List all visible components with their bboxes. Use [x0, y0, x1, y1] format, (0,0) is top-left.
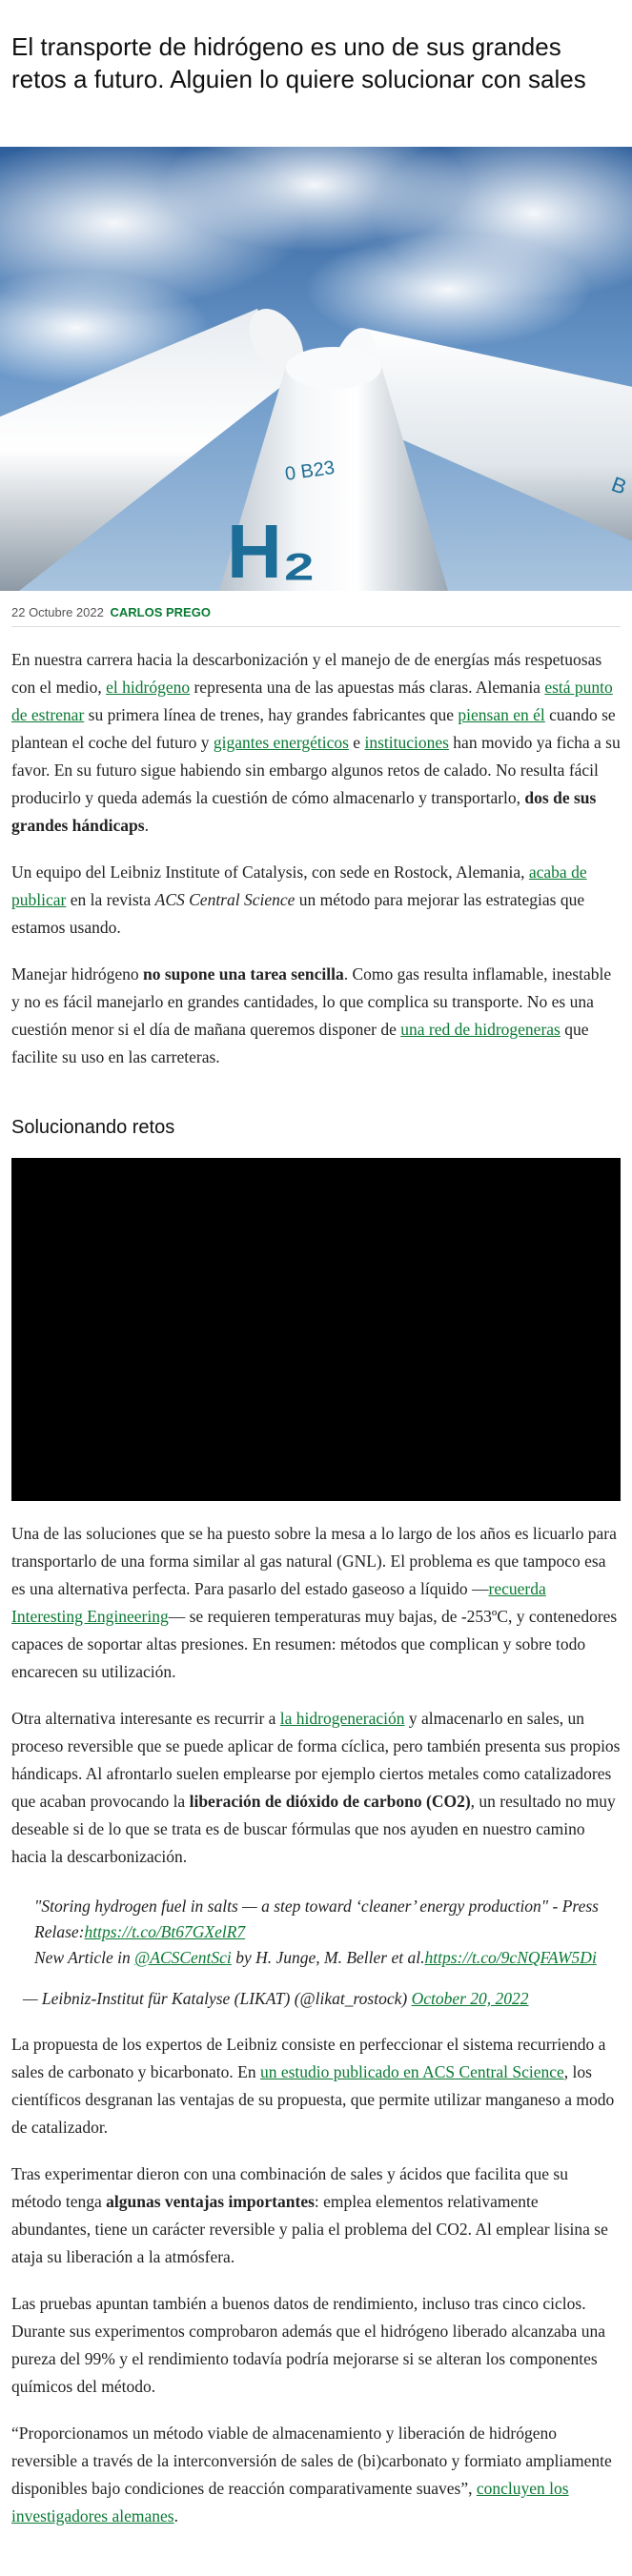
hydrogen-tanks-illustration — [0, 147, 632, 591]
link-estudio[interactable]: un estudio publicado en ACS Central Science — [259, 2062, 564, 2081]
tweet-date-link[interactable]: October 20, 2022 — [411, 1989, 529, 2008]
paragraph-8: Las pruebas apuntan también a buenos datos de rendimiento, incluso tras cinco ciclos. Durante sus experimentos comprobaron además que el hidrógeno liberado alcanzaba una pureza del 99% y el rendimiento todavía podría mejorarse si se alteran los componentes químicos del método. — [11, 2294, 605, 2396]
link-hidrogeneracion[interactable]: la hidrogeneración — [279, 1709, 405, 1728]
article-meta — [11, 591, 621, 627]
link-publicar[interactable]: acaba de publicar — [11, 862, 587, 909]
paragraph-7: Tras experimentar dieron con una combinación de sales y ácidos que facilita que su método tenga algunas ventajas importantes: emplea elementos relativamente abundantes, tiene un carácter reversible y palia el problema del CO2. Al emplear lisina se ataja su liberación a la atmósfera. — [11, 2164, 608, 2266]
tweet-signature: — Leibniz-Institut für Katalyse (LIKAT) (@likat_rostock) October 20, 2022 — [23, 1989, 529, 2008]
header-spacer — [11, 95, 621, 147]
hero-h2-label: H₂ — [227, 509, 316, 591]
hero-image — [0, 147, 632, 591]
tweet-link-acs[interactable]: @ACSCentSci — [134, 1948, 232, 1967]
paragraph-6: La propuesta de los expertos de Leibniz consiste en perfeccionar el sistema recurriendo a sales de carbonato y bicarbonato. En un estudio publicado en ACS Central Science, los científicos desgranan las ventajas de su propuesta, que permite utilizar manganeso a modo de catalizador. — [11, 2035, 615, 2137]
link-gigantes[interactable]: gigantes energéticos — [213, 733, 349, 752]
paragraph-4: Una de las soluciones que se ha puesto sobre la mesa a lo largo de los años es licuarlo para transportarlo de una forma similar al gas natural (GNL). El problema es que tampoco esa es una alternativa perfecta. Para pasarlo del estado gaseoso a líquido —recuerda Interesting Engineering— se requieren temperaturas muy bajas, de -253ºC, y contenedores capaces de soportar altas presiones. En resumen: métodos que complican y sobre todo encarecen su utilización. — [11, 1524, 618, 1681]
tweet-link-1[interactable]: https://t.co/Bt67GXelR7 — [84, 1922, 246, 1941]
article-header — [0, 0, 632, 147]
tweet-text: "Storing hydrogen fuel in salts — a step toward ‘cleaner’ energy production" - Press Relase:https://t.co/Bt67GXelR7 New Article in @ACSCentSci by H. Junge, M. Beller et al.https://t.co/9cNQFAW5Di — [34, 1897, 599, 1967]
article-date: 22 Octubre 2022 — [11, 605, 104, 619]
link-investigadores[interactable]: concluyen los investigadores alemanes — [11, 2479, 569, 2525]
embedded-tweet — [11, 1894, 621, 2012]
link-interesting-engineering[interactable]: recuerda Interesting Engineering — [11, 1579, 546, 1626]
tweet-link-2[interactable]: https://t.co/9cNQFAW5Di — [424, 1948, 597, 1967]
section-title: Solucionando retos — [11, 1117, 175, 1138]
paragraph-3: Manejar hidrógeno no supone una tarea sencilla. Como gas resulta inflamable, inestable y no es fácil manejarlo en grandes cantidades, lo que complica su transporte. No es una cuestión menor si el día de mañana queremos disponer de una red de hidrogeneras que facilite su uso en las carreteras. — [11, 964, 612, 1066]
article-title: El transporte de hidrógeno es uno de sus grandes retos a futuro. Alguien lo quiere solucionar con sales — [11, 32, 586, 93]
paragraph-2: Un equipo del Leibniz Institute of Catalysis, con sede en Rostock, Alemania, acaba de publicar en la revista ACS Central Science un método para mejorar las estrategias que estamos usando. — [11, 862, 587, 937]
link-hidrogeneras[interactable]: una red de hidrogeneras — [400, 1020, 561, 1039]
svg-text:0 B23: 0 B23 — [283, 456, 336, 485]
paragraph-1: En nuestra carrera hacia la descarbonización y el manejo de de energías más respetuosas con el medio, el hidrógeno representa una de las apuestas más claras. Alemania está punto de estrenar su primera línea de trenes, hay grandes fabricantes que piensan en él cuando se plantean el coche del futuro y gigantes energéticos e instituciones han movido ya ficha a su favor. En su futuro sigue habiendo sin embargo algunos retos de calado. No resulta fácil producirlo y queda además la cuestión de cómo almacenarlo y transportarlo, dos de sus grandes hándicaps. — [11, 650, 621, 835]
article-author[interactable]: CARLOS PREGO — [110, 605, 211, 619]
link-piensan[interactable]: piensan en él — [458, 705, 545, 724]
link-hidrogeno[interactable]: el hidrógeno — [106, 678, 191, 697]
link-instituciones[interactable]: instituciones — [364, 733, 449, 752]
paragraph-5: Otra alternativa interesante es recurrir a la hidrogeneración y almacenarlo en sales, un proceso reversible que se puede aplicar de forma cíclica, pero también presenta sus propios hándicaps. Al afrontarlo suelen emplearse por ejemplo ciertos metales como catalizadores que acaban provocando la liberación de dióxido de carbono (CO2), un resultado no muy deseable si de lo que se trata es de buscar fórmulas que nos ayuden en nuestro camino hacia la descarbonización. — [11, 1709, 621, 1866]
paragraph-9: “Proporcionamos un método viable de almacenamiento y liberación de hidrógeno reversible a través de la interconversión de sales de (bi)carbonato y formiato ampliamente disponibles bajo condiciones de reacción comparativamente suaves”, concluyen los investigadores alemanes. — [11, 2424, 612, 2525]
svg-text:B: B — [608, 472, 630, 499]
article-body — [0, 646, 632, 2530]
video-embed[interactable] — [11, 1158, 621, 1501]
link-estrenar[interactable]: está punto de estrenar — [11, 678, 613, 724]
